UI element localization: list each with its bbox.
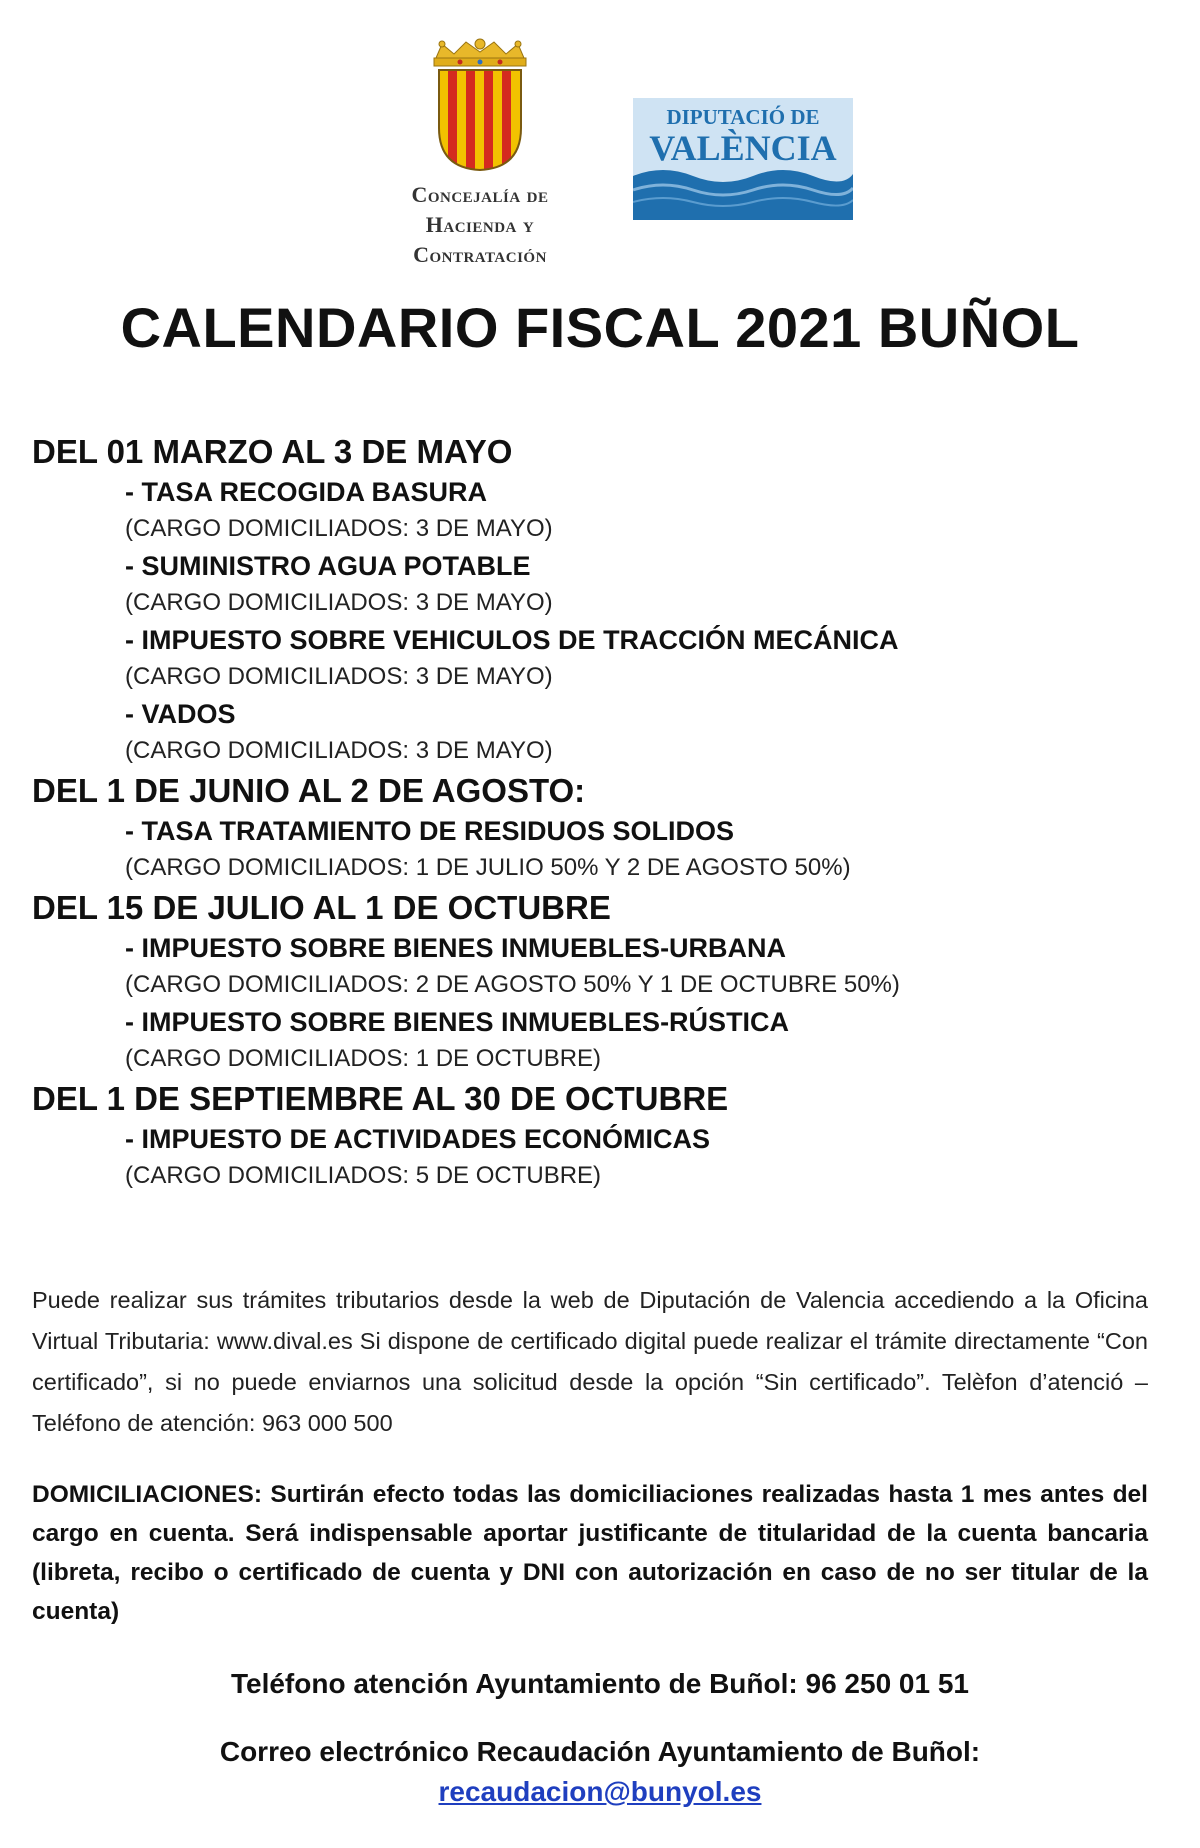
phone-line: Teléfono atención Ayuntamiento de Buñol: 96 250 01 51 [230, 1668, 969, 1699]
dival-line2: VALÈNCIA [649, 128, 837, 168]
header-logos [0, 38, 1200, 267]
period-group [32, 432, 1172, 770]
period-group [32, 771, 1172, 887]
diputacio-valencia-logo [633, 98, 853, 220]
tax-item: - SUMINISTRO AGUA POTABLE [125, 551, 531, 581]
cargo-note: (CARGO DOMICILIADOS: 5 DE OCTUBRE) [125, 1162, 602, 1189]
tax-item: - VADOS [125, 699, 236, 729]
period-label: DEL 1 DE SEPTIEMBRE AL 30 DE OCTUBRE [32, 1080, 729, 1117]
tax-item: - IMPUESTO SOBRE BIENES INMUEBLES-URBANA [125, 933, 787, 963]
tax-item: - IMPUESTO SOBRE BIENES INMUEBLES-RÚSTICA [125, 1007, 790, 1037]
tax-item: - IMPUESTO SOBRE VEHICULOS DE TRACCIÓN MECÁNICA [125, 625, 899, 655]
period-group [32, 1079, 1172, 1195]
cargo-note: (CARGO DOMICILIADOS: 3 DE MAYO) [125, 663, 553, 690]
period-group [32, 888, 1172, 1078]
domiciliaciones-paragraph: DOMICILIACIONES: Surtirán efecto todas las domiciliaciones realizadas hasta 1 mes antes del cargo en cuenta. Será indispensable aportar justificante de titularidad de la cuenta bancaria (libreta, recibo o certificado de cuenta y DNI con autorización en caso de no ser titular de la cuenta) [32, 1481, 1148, 1625]
cargo-note: (CARGO DOMICILIADOS: 1 DE JULIO 50% Y 2 DE AGOSTO 50%) [125, 854, 851, 881]
info-paragraph: Puede realizar sus trámites tributarios desde la web de Diputación de Valencia accediendo a la Oficina Virtual Tributaria: www.dival.es Si dispone de certificado digital puede realizar el trámite directamente “Con certificado”, si no puede enviarnos una solicitud desde la opción “Sin certificado”. Telèfon d’atenció – Teléfono de atención: 963 000 500 [32, 1287, 1148, 1436]
period-label: DEL 01 MARZO AL 3 DE MAYO [32, 433, 513, 470]
period-label: DEL 15 DE JULIO AL 1 DE OCTUBRE [32, 889, 611, 926]
cargo-note: (CARGO DOMICILIADOS: 3 DE MAYO) [125, 589, 553, 616]
crown-icon [428, 38, 532, 68]
dival-line1: DIPUTACIÓ DE [666, 105, 820, 129]
dival-logo-graphic [633, 98, 853, 220]
concejalia-text: Concejalía de Hacienda y Contratación [411, 182, 549, 267]
tax-item: - TASA RECOGIDA BASURA [125, 477, 487, 507]
concejalia-logo [384, 38, 576, 270]
cargo-note: (CARGO DOMICILIADOS: 3 DE MAYO) [125, 515, 553, 542]
fiscal-calendar [32, 432, 1172, 1196]
tax-item: - IMPUESTO DE ACTIVIDADES ECONÓMICAS [125, 1124, 711, 1154]
cargo-note: (CARGO DOMICILIADOS: 2 DE AGOSTO 50% Y 1 DE OCTUBRE 50%) [125, 971, 900, 998]
cargo-note: (CARGO DOMICILIADOS: 3 DE MAYO) [125, 737, 553, 764]
period-label: DEL 1 DE JUNIO AL 2 DE AGOSTO: [32, 772, 586, 809]
tax-item: - TASA TRATAMIENTO DE RESIDUOS SOLIDOS [125, 816, 735, 846]
email-link[interactable]: recaudacion@bunyol.es [438, 1776, 762, 1807]
cargo-note: (CARGO DOMICILIADOS: 1 DE OCTUBRE) [125, 1045, 602, 1072]
page-title: CALENDARIO FISCAL 2021 BUÑOL [120, 296, 1080, 359]
email-label: Correo electrónico Recaudación Ayuntamiento de Buñol: [219, 1736, 981, 1767]
shield-icon [437, 68, 523, 172]
